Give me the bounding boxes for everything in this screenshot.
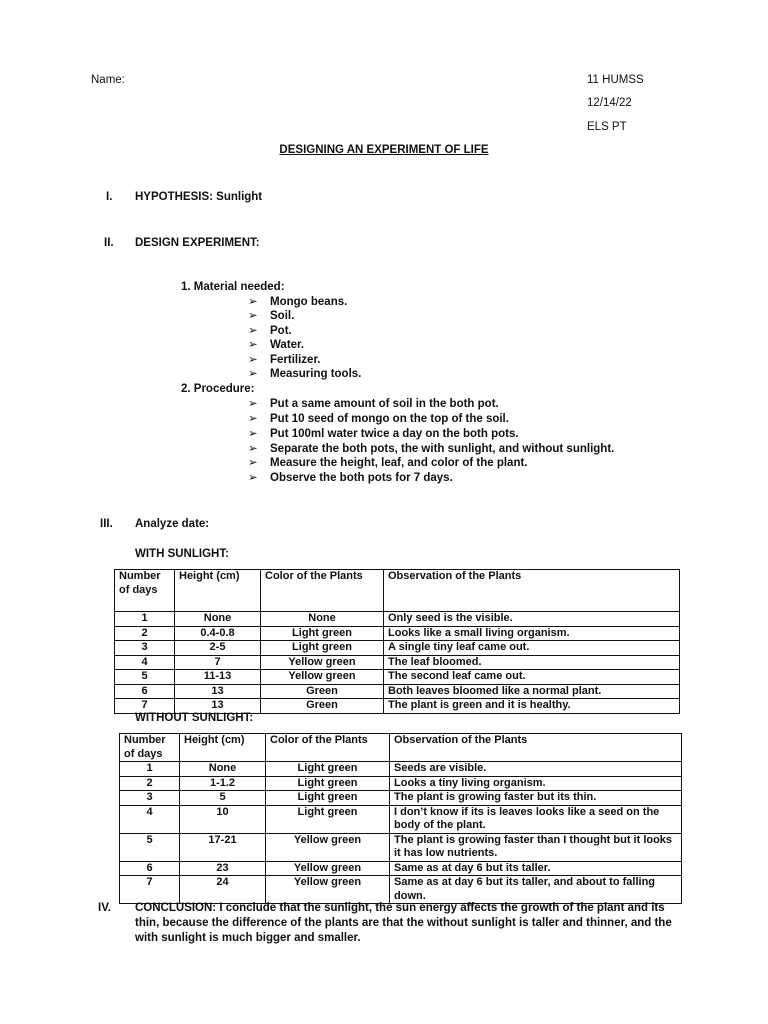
arrow-bullet-icon: ➢	[248, 354, 258, 366]
table-row: 2 1-1.2 Light green Looks a tiny living organism.	[120, 776, 682, 791]
class-section: 11 HUMSS	[587, 74, 644, 86]
conclusion-paragraph: CONCLUSION: I conclude that the sunlight, the sun energy affects the growth of the plant and its thin, because the difference of the plants are that the without sunlight is taller and thinner, and the with sunlight is much bigger and smaller.	[135, 902, 672, 944]
table-header: Color of the Plants	[261, 570, 384, 612]
section-3-number: III.	[100, 518, 113, 530]
arrow-bullet-icon: ➢	[248, 413, 258, 425]
arrow-bullet-icon: ➢	[248, 457, 258, 469]
table-row: 7 13 Green The plant is green and it is healthy.	[115, 699, 680, 714]
list-item: ➢ Soil.	[248, 310, 295, 322]
table-header: Number of days	[115, 570, 175, 612]
arrow-bullet-icon: ➢	[248, 325, 258, 337]
arrow-bullet-icon: ➢	[248, 428, 258, 440]
table-header: Height (cm)	[180, 734, 266, 762]
table-row: 2 0.4-0.8 Light green Looks like a small living organism.	[115, 626, 680, 641]
table-header: Color of the Plants	[266, 734, 390, 762]
arrow-bullet-icon: ➢	[248, 398, 258, 410]
arrow-bullet-icon: ➢	[248, 472, 258, 484]
table-row: 3 5 Light green The plant is growing faster but its thin.	[120, 791, 682, 806]
table-row: 6 23 Yellow green Same as at day 6 but its taller.	[120, 861, 682, 876]
name-label: Name:	[91, 74, 125, 86]
list-item: ➢ Measuring tools.	[248, 368, 362, 380]
arrow-bullet-icon: ➢	[248, 296, 258, 308]
section-3-heading: Analyze date:	[135, 518, 210, 530]
list-item: ➢ Mongo beans.	[248, 296, 348, 308]
materials-label: 1. Material needed:	[181, 281, 285, 293]
table-row: 4 10 Light green I don’t know if its is leaves looks like a seed on the body of the plant.	[120, 805, 682, 833]
list-item: ➢ Water.	[248, 339, 305, 351]
table-header: Observation of the Plants	[390, 734, 682, 762]
table-row: 7 24 Yellow green Same as at day 6 but its taller, and about to falling down.	[120, 876, 682, 904]
arrow-bullet-icon: ➢	[248, 339, 258, 351]
table-row: 4 7 Yellow green The leaf bloomed.	[115, 655, 680, 670]
with-sunlight-table	[114, 569, 680, 714]
without-sunlight-table	[119, 733, 682, 904]
date: 12/14/22	[587, 97, 632, 109]
without-sunlight-label: WITHOUT SUNLIGHT:	[135, 712, 254, 724]
section-4-number: IV.	[98, 902, 112, 914]
list-item: ➢ Pot.	[248, 325, 292, 337]
table-row: 6 13 Green Both leaves bloomed like a normal plant.	[115, 684, 680, 699]
arrow-bullet-icon: ➢	[248, 310, 258, 322]
arrow-bullet-icon: ➢	[248, 368, 258, 380]
with-sunlight-label: WITH SUNLIGHT:	[135, 548, 229, 560]
table-row: 1 None Light green Seeds are visible.	[120, 762, 682, 777]
table-header: Observation of the Plants	[384, 570, 680, 612]
list-item: ➢ Measure the height, leaf, and color of the plant.	[248, 457, 528, 469]
list-item: ➢ Fertilizer.	[248, 354, 321, 366]
list-item: ➢ Put a same amount of soil in the both pot.	[248, 398, 499, 410]
list-item: ➢ Separate the both pots, the with sunlight, and without sunlight.	[248, 443, 615, 455]
section-2-heading: DESIGN EXPERIMENT:	[135, 237, 260, 249]
list-item: ➢ Put 100ml water twice a day on the both pots.	[248, 428, 519, 440]
table-row: 3 2-5 Light green A single tiny leaf came out.	[115, 641, 680, 656]
table-row: 5 17-21 Yellow green The plant is growing faster than I thought but it looks it has low nutrients.	[120, 833, 682, 861]
document-title: DESIGNING AN EXPERIMENT OF LIFE	[279, 144, 489, 156]
list-item: ➢ Put 10 seed of mongo on the top of the soil.	[248, 413, 509, 425]
table-header: Number of days	[120, 734, 180, 762]
table-row: 1 None None Only seed is the visible.	[115, 612, 680, 627]
table-row: 5 11-13 Yellow green The second leaf came out.	[115, 670, 680, 685]
procedure-label: 2. Procedure:	[181, 383, 255, 395]
list-item: ➢ Observe the both pots for 7 days.	[248, 472, 453, 484]
section-2-number: II.	[104, 237, 114, 249]
section-1-heading: HYPOTHESIS: Sunlight	[135, 191, 263, 203]
section-1-number: I.	[106, 191, 113, 203]
arrow-bullet-icon: ➢	[248, 443, 258, 455]
table-header: Height (cm)	[175, 570, 261, 612]
subject: ELS PT	[587, 121, 627, 133]
